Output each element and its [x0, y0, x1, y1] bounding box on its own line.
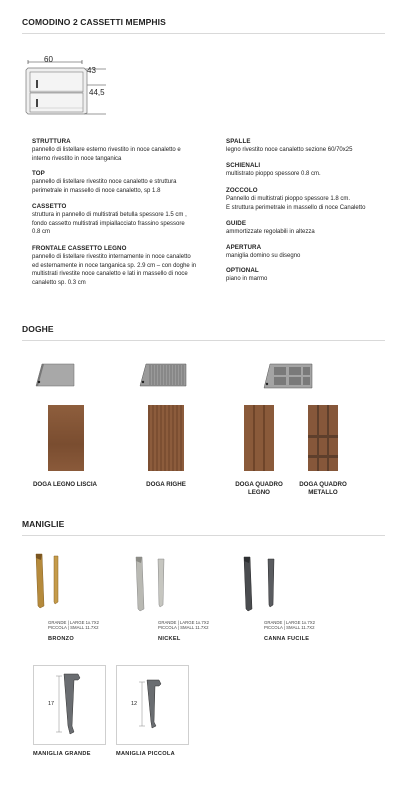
handle-bronzo-label: BRONZO	[48, 636, 75, 642]
dim-height: 44,5	[89, 88, 105, 97]
spec-zoccolo: ZOCCOLO Pannello di multistrati pioppo spessore 1.8 cm. E struttura perimetrale in massello di noce Canaletto	[226, 187, 366, 211]
handle-nickel-label: NICKEL	[158, 636, 181, 642]
doga-liscia-thumb	[34, 362, 76, 388]
swatch-legno-liscia	[48, 405, 84, 471]
doga-righe-thumb	[138, 362, 188, 388]
maniglia-grande-label: MANIGLIA GRANDE	[33, 751, 91, 757]
maniglia-piccola-box	[116, 665, 189, 745]
maniglia-piccola-drawing	[117, 666, 188, 744]
dim-depth: 43	[87, 66, 96, 75]
handle-nickel-image	[132, 555, 174, 613]
swatch-quadro-legno	[244, 405, 274, 471]
maniglia-grande-drawing	[34, 666, 105, 744]
dim-width: 60	[44, 55, 53, 64]
handle-canna-size-note: GRANDE | LARGE 1x.7X2 PICCOLA | SMALL 11.7X2	[264, 620, 316, 631]
handle-canna-fucile-label: CANNA FUCILE	[264, 636, 310, 642]
spec-spalle: SPALLE legno rivestito noce canaletto sezione 60/70x25	[226, 138, 353, 154]
doga-label-quadro-metallo: DOGA QUADRO METALLO	[299, 481, 347, 496]
title-divider	[22, 33, 385, 34]
maniglia-piccola-measure: 12	[131, 701, 138, 707]
doghe-heading: DOGHE	[22, 324, 54, 334]
spec-apertura: APERTURA maniglia domino su disegno	[226, 244, 301, 260]
handle-nickel-size-note: GRANDE | LARGE 1x.7X2 PICCOLA | SMALL 11.7X2	[158, 620, 210, 631]
spec-frontale: FRONTALE CASSETTO LEGNO pannello di listellare rivestito internamente in noce canaletto ed esternamente in noce tanganica sp. 2.9 cm – con doghe in multistrati rivestite noce canaletto e lati in massello di noce canaletto sp. 0.3 cm	[32, 245, 197, 286]
doga-label-quadro-legno: DOGA QUADRO LEGNO	[235, 481, 283, 496]
spec-guide: GUIDE ammortizzate regolabili in altezza	[226, 220, 315, 236]
spec-cassetto: CASSETTO struttura in pannello di multistrati betulla spessore 1.5 cm , fondo cassetto multistrati impiallacciato frassino spessore 0.8 cm	[32, 203, 187, 236]
maniglia-piccola-label: MANIGLIA PICCOLA	[116, 751, 175, 757]
handle-bronzo-size-note: GRANDE | LARGE 1x.7X2 PICCOLA | SMALL 11.7X2	[48, 620, 100, 631]
nightstand-drawing	[22, 50, 117, 120]
maniglia-grande-measure: 17	[48, 701, 55, 707]
doga-label-righe: DOGA RIGHE	[146, 481, 186, 488]
spec-top: TOP pannello di listellare rivestito noce canaletto e struttura perimetrale in massello di noce canaletto, sp 1.8	[32, 170, 177, 194]
handle-canna-fucile-image	[240, 555, 282, 613]
maniglie-heading: MANIGLIE	[22, 519, 65, 529]
doghe-divider	[22, 340, 385, 341]
swatch-quadro-metallo	[308, 405, 338, 471]
maniglie-divider	[22, 535, 385, 536]
doga-quadro-thumb	[262, 362, 314, 390]
page-title: COMODINO 2 CASSETTI MEMPHIS	[22, 17, 166, 27]
maniglia-grande-box	[33, 665, 106, 745]
doga-label-legno-liscia: DOGA LEGNO LISCIA	[32, 481, 98, 488]
spec-schienali: SCHIENALI multistrato pioppo spessore 0.8 cm.	[226, 162, 321, 178]
swatch-righe	[148, 405, 184, 471]
spec-optional: OPTIONAL piano in marmo	[226, 267, 268, 283]
handle-bronzo-image	[32, 552, 74, 610]
spec-struttura: STRUTTURA pannello di listellare esterno rivestito in noce canaletto e interno rivestito in noce tanganica	[32, 138, 181, 162]
